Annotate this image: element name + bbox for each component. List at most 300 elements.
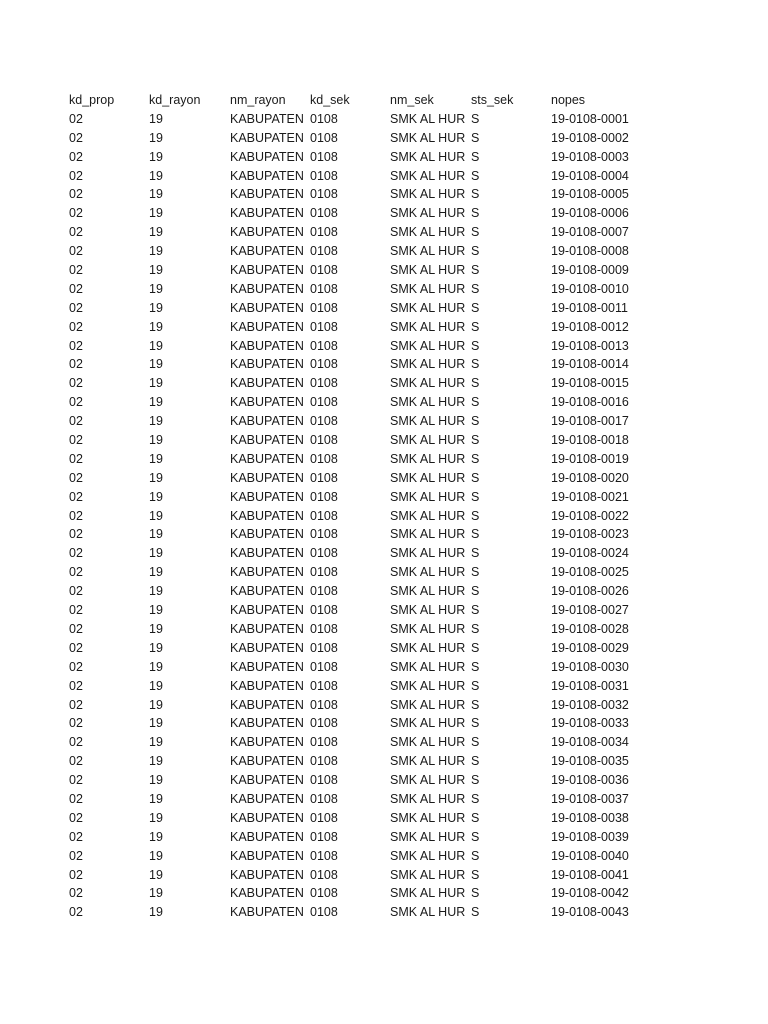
cell-nopes: 19-0108-0016 [551,395,629,410]
cell-kd-sek: 0108 [310,319,338,334]
cell-kd-rayon: 19 [149,111,163,126]
cell-nm-rayon: KABUPATEN [230,603,304,618]
cell-nm-rayon: KABUPATEN [230,754,304,769]
cell-sts-sek: S [471,716,480,731]
cell-nopes: 19-0108-0042 [551,886,629,901]
cell-kd-rayon: 19 [149,527,163,542]
cell-kd-rayon: 19 [149,319,163,334]
cell-nm-rayon: KABUPATEN [230,527,304,542]
table-row [69,903,661,922]
table-row [69,129,661,148]
cell-nopes: 19-0108-0019 [551,451,629,466]
cell-nm-sek: SMK AL HUR [390,773,466,788]
cell-kd-rayon: 19 [149,791,163,806]
cell-nm-rayon: KABUPATEN [230,300,304,315]
cell-kd-rayon: 19 [149,735,163,750]
cell-kd-sek: 0108 [310,735,338,750]
cell-kd-sek: 0108 [310,546,338,561]
cell-nm-sek: SMK AL HUR [390,546,466,561]
cell-kd-prop: 02 [69,433,83,448]
cell-nm-rayon: KABUPATEN [230,905,304,920]
cell-nm-rayon: KABUPATEN [230,470,304,485]
cell-nopes: 19-0108-0040 [551,848,629,863]
cell-nopes: 19-0108-0020 [551,470,629,485]
cell-kd-sek: 0108 [310,281,338,296]
cell-nopes: 19-0108-0033 [551,716,629,731]
cell-kd-rayon: 19 [149,451,163,466]
cell-nopes: 19-0108-0043 [551,905,629,920]
cell-sts-sek: S [471,603,480,618]
cell-sts-sek: S [471,470,480,485]
cell-nm-rayon: KABUPATEN [230,886,304,901]
cell-kd-sek: 0108 [310,225,338,240]
cell-nm-sek: SMK AL HUR [390,451,466,466]
table-row [69,752,661,771]
cell-kd-rayon: 19 [149,357,163,372]
cell-nopes: 19-0108-0037 [551,791,629,806]
cell-kd-prop: 02 [69,395,83,410]
cell-nopes: 19-0108-0013 [551,338,629,353]
cell-nm-sek: SMK AL HUR [390,678,466,693]
cell-kd-rayon: 19 [149,810,163,825]
cell-kd-rayon: 19 [149,130,163,145]
cell-kd-rayon: 19 [149,206,163,221]
cell-nm-sek: SMK AL HUR [390,149,466,164]
cell-kd-prop: 02 [69,470,83,485]
cell-kd-prop: 02 [69,527,83,542]
cell-sts-sek: S [471,905,480,920]
cell-kd-prop: 02 [69,508,83,523]
cell-kd-rayon: 19 [149,376,163,391]
cell-kd-rayon: 19 [149,678,163,693]
cell-kd-rayon: 19 [149,414,163,429]
cell-nm-rayon: KABUPATEN [230,111,304,126]
cell-nm-rayon: KABUPATEN [230,565,304,580]
cell-nm-sek: SMK AL HUR [390,263,466,278]
cell-nm-rayon: KABUPATEN [230,130,304,145]
cell-nopes: 19-0108-0023 [551,527,629,542]
cell-kd-sek: 0108 [310,149,338,164]
table-row [69,809,661,828]
table-header-row [69,91,661,110]
cell-nm-sek: SMK AL HUR [390,659,466,674]
table-row [69,412,661,431]
cell-kd-prop: 02 [69,489,83,504]
cell-nm-rayon: KABUPATEN [230,414,304,429]
cell-sts-sek: S [471,357,480,372]
cell-nm-sek: SMK AL HUR [390,395,466,410]
table-row [69,374,661,393]
cell-kd-prop: 02 [69,319,83,334]
cell-nm-sek: SMK AL HUR [390,584,466,599]
cell-kd-sek: 0108 [310,433,338,448]
cell-nm-rayon: KABUPATEN [230,187,304,202]
cell-nm-sek: SMK AL HUR [390,111,466,126]
cell-kd-sek: 0108 [310,716,338,731]
cell-kd-sek: 0108 [310,111,338,126]
cell-kd-rayon: 19 [149,395,163,410]
cell-sts-sek: S [471,791,480,806]
cell-nopes: 19-0108-0008 [551,244,629,259]
cell-kd-rayon: 19 [149,281,163,296]
cell-sts-sek: S [471,111,480,126]
cell-kd-sek: 0108 [310,395,338,410]
cell-sts-sek: S [471,130,480,145]
cell-kd-rayon: 19 [149,489,163,504]
cell-kd-sek: 0108 [310,829,338,844]
cell-kd-rayon: 19 [149,338,163,353]
cell-kd-prop: 02 [69,357,83,372]
cell-kd-prop: 02 [69,111,83,126]
cell-sts-sek: S [471,433,480,448]
cell-nopes: 19-0108-0036 [551,773,629,788]
cell-nopes: 19-0108-0005 [551,187,629,202]
cell-kd-prop: 02 [69,281,83,296]
cell-kd-prop: 02 [69,640,83,655]
cell-kd-sek: 0108 [310,754,338,769]
cell-nm-sek: SMK AL HUR [390,886,466,901]
cell-nm-sek: SMK AL HUR [390,810,466,825]
cell-nm-sek: SMK AL HUR [390,565,466,580]
cell-kd-rayon: 19 [149,263,163,278]
cell-nm-rayon: KABUPATEN [230,338,304,353]
cell-nm-sek: SMK AL HUR [390,867,466,882]
cell-kd-sek: 0108 [310,470,338,485]
cell-nm-sek: SMK AL HUR [390,225,466,240]
cell-nm-sek: SMK AL HUR [390,376,466,391]
cell-nopes: 19-0108-0035 [551,754,629,769]
cell-nm-rayon: KABUPATEN [230,621,304,636]
cell-nm-sek: SMK AL HUR [390,697,466,712]
cell-sts-sek: S [471,867,480,882]
cell-kd-rayon: 19 [149,584,163,599]
cell-kd-rayon: 19 [149,225,163,240]
cell-sts-sek: S [471,263,480,278]
cell-kd-sek: 0108 [310,300,338,315]
cell-kd-prop: 02 [69,659,83,674]
cell-sts-sek: S [471,678,480,693]
cell-nopes: 19-0108-0031 [551,678,629,693]
cell-kd-prop: 02 [69,867,83,882]
cell-kd-sek: 0108 [310,678,338,693]
cell-nm-rayon: KABUPATEN [230,735,304,750]
cell-kd-sek: 0108 [310,508,338,523]
cell-kd-prop: 02 [69,206,83,221]
table-row [69,299,661,318]
table-row [69,488,661,507]
table-row [69,828,661,847]
cell-nopes: 19-0108-0007 [551,225,629,240]
table-row [69,431,661,450]
cell-nopes: 19-0108-0017 [551,414,629,429]
cell-kd-sek: 0108 [310,640,338,655]
table-row [69,110,661,129]
table-row [69,696,661,715]
cell-sts-sek: S [471,376,480,391]
cell-kd-sek: 0108 [310,886,338,901]
cell-nm-sek: SMK AL HUR [390,244,466,259]
cell-kd-rayon: 19 [149,244,163,259]
cell-nm-rayon: KABUPATEN [230,149,304,164]
cell-kd-sek: 0108 [310,867,338,882]
cell-kd-prop: 02 [69,716,83,731]
column-header-nopes: nopes [551,93,586,107]
cell-kd-prop: 02 [69,376,83,391]
cell-nm-sek: SMK AL HUR [390,735,466,750]
cell-nopes: 19-0108-0034 [551,735,629,750]
cell-kd-rayon: 19 [149,848,163,863]
cell-kd-prop: 02 [69,338,83,353]
cell-nm-sek: SMK AL HUR [390,489,466,504]
table-row [69,318,661,337]
column-header-nm-rayon: nm_rayon [230,93,286,107]
cell-nopes: 19-0108-0032 [551,697,629,712]
cell-nm-rayon: KABUPATEN [230,867,304,882]
table-row [69,866,661,885]
table-row [69,223,661,242]
cell-nm-rayon: KABUPATEN [230,376,304,391]
cell-kd-sek: 0108 [310,905,338,920]
cell-nm-sek: SMK AL HUR [390,754,466,769]
cell-sts-sek: S [471,886,480,901]
cell-sts-sek: S [471,206,480,221]
cell-kd-sek: 0108 [310,168,338,183]
cell-sts-sek: S [471,810,480,825]
table-row [69,242,661,261]
cell-nopes: 19-0108-0018 [551,433,629,448]
cell-nm-rayon: KABUPATEN [230,357,304,372]
cell-nm-rayon: KABUPATEN [230,640,304,655]
cell-nm-rayon: KABUPATEN [230,433,304,448]
table-row [69,544,661,563]
cell-kd-rayon: 19 [149,773,163,788]
table-row [69,204,661,223]
cell-kd-prop: 02 [69,905,83,920]
cell-kd-prop: 02 [69,130,83,145]
table-row [69,167,661,186]
cell-kd-sek: 0108 [310,130,338,145]
table-row [69,393,661,412]
cell-nm-sek: SMK AL HUR [390,433,466,448]
cell-kd-prop: 02 [69,565,83,580]
cell-nopes: 19-0108-0009 [551,263,629,278]
cell-sts-sek: S [471,300,480,315]
table-row [69,884,661,903]
cell-nopes: 19-0108-0012 [551,319,629,334]
cell-nm-sek: SMK AL HUR [390,829,466,844]
cell-nm-rayon: KABUPATEN [230,697,304,712]
cell-kd-rayon: 19 [149,168,163,183]
cell-kd-prop: 02 [69,300,83,315]
cell-nm-rayon: KABUPATEN [230,281,304,296]
cell-nopes: 19-0108-0004 [551,168,629,183]
cell-kd-sek: 0108 [310,187,338,202]
cell-nm-sek: SMK AL HUR [390,716,466,731]
cell-sts-sek: S [471,244,480,259]
cell-nopes: 19-0108-0011 [551,300,628,315]
cell-nopes: 19-0108-0022 [551,508,629,523]
cell-nm-rayon: KABUPATEN [230,584,304,599]
cell-sts-sek: S [471,168,480,183]
cell-sts-sek: S [471,451,480,466]
cell-kd-rayon: 19 [149,697,163,712]
cell-nm-rayon: KABUPATEN [230,716,304,731]
table-row [69,507,661,526]
cell-kd-prop: 02 [69,168,83,183]
column-header-kd-prop: kd_prop [69,93,115,107]
cell-kd-prop: 02 [69,263,83,278]
cell-kd-prop: 02 [69,621,83,636]
cell-kd-rayon: 19 [149,867,163,882]
cell-nm-sek: SMK AL HUR [390,791,466,806]
cell-nm-rayon: KABUPATEN [230,829,304,844]
cell-nopes: 19-0108-0002 [551,130,629,145]
cell-nm-rayon: KABUPATEN [230,206,304,221]
cell-kd-prop: 02 [69,697,83,712]
cell-nopes: 19-0108-0028 [551,621,629,636]
cell-nm-rayon: KABUPATEN [230,508,304,523]
cell-kd-rayon: 19 [149,565,163,580]
cell-kd-prop: 02 [69,829,83,844]
cell-kd-prop: 02 [69,848,83,863]
cell-nm-sek: SMK AL HUR [390,508,466,523]
cell-nopes: 19-0108-0006 [551,206,629,221]
cell-sts-sek: S [471,697,480,712]
table-row [69,563,661,582]
cell-kd-prop: 02 [69,187,83,202]
cell-kd-sek: 0108 [310,848,338,863]
cell-kd-rayon: 19 [149,546,163,561]
cell-nopes: 19-0108-0027 [551,603,629,618]
cell-nm-rayon: KABUPATEN [230,848,304,863]
cell-sts-sek: S [471,659,480,674]
cell-sts-sek: S [471,414,480,429]
cell-sts-sek: S [471,319,480,334]
table-row [69,639,661,658]
cell-kd-sek: 0108 [310,263,338,278]
table-row [69,261,661,280]
cell-nopes: 19-0108-0001 [551,111,629,126]
cell-sts-sek: S [471,338,480,353]
cell-nm-sek: SMK AL HUR [390,168,466,183]
cell-kd-sek: 0108 [310,565,338,580]
cell-sts-sek: S [471,527,480,542]
cell-kd-prop: 02 [69,244,83,259]
table-row [69,469,661,488]
cell-nm-rayon: KABUPATEN [230,678,304,693]
cell-nm-rayon: KABUPATEN [230,244,304,259]
cell-sts-sek: S [471,773,480,788]
cell-kd-rayon: 19 [149,300,163,315]
cell-kd-sek: 0108 [310,697,338,712]
table-row [69,714,661,733]
cell-sts-sek: S [471,508,480,523]
cell-kd-sek: 0108 [310,621,338,636]
cell-sts-sek: S [471,829,480,844]
table-row [69,771,661,790]
data-table [69,91,661,922]
cell-kd-sek: 0108 [310,810,338,825]
table-body [69,110,661,922]
cell-kd-sek: 0108 [310,414,338,429]
cell-nm-sek: SMK AL HUR [390,319,466,334]
column-header-nm-sek: nm_sek [390,93,434,107]
cell-kd-sek: 0108 [310,773,338,788]
table-row [69,355,661,374]
cell-nm-rayon: KABUPATEN [230,168,304,183]
cell-kd-sek: 0108 [310,376,338,391]
cell-sts-sek: S [471,281,480,296]
cell-kd-rayon: 19 [149,905,163,920]
cell-kd-rayon: 19 [149,508,163,523]
cell-kd-prop: 02 [69,546,83,561]
cell-kd-rayon: 19 [149,716,163,731]
cell-sts-sek: S [471,640,480,655]
cell-kd-rayon: 19 [149,187,163,202]
cell-sts-sek: S [471,187,480,202]
cell-nopes: 19-0108-0010 [551,281,629,296]
column-header-kd-sek: kd_sek [310,93,350,107]
table-row [69,280,661,299]
cell-nopes: 19-0108-0003 [551,149,629,164]
cell-kd-prop: 02 [69,678,83,693]
cell-nm-sek: SMK AL HUR [390,281,466,296]
cell-kd-prop: 02 [69,735,83,750]
cell-nm-rayon: KABUPATEN [230,791,304,806]
table-row [69,185,661,204]
cell-nm-sek: SMK AL HUR [390,300,466,315]
cell-kd-prop: 02 [69,773,83,788]
cell-kd-rayon: 19 [149,886,163,901]
cell-sts-sek: S [471,621,480,636]
cell-nm-sek: SMK AL HUR [390,470,466,485]
cell-nm-sek: SMK AL HUR [390,905,466,920]
cell-nm-rayon: KABUPATEN [230,659,304,674]
cell-kd-prop: 02 [69,149,83,164]
cell-kd-prop: 02 [69,225,83,240]
table-row [69,620,661,639]
cell-nm-rayon: KABUPATEN [230,319,304,334]
cell-kd-sek: 0108 [310,791,338,806]
cell-kd-sek: 0108 [310,527,338,542]
cell-sts-sek: S [471,149,480,164]
cell-nm-sek: SMK AL HUR [390,603,466,618]
table-row [69,337,661,356]
cell-kd-prop: 02 [69,584,83,599]
cell-nm-rayon: KABUPATEN [230,810,304,825]
table-row [69,525,661,544]
cell-kd-prop: 02 [69,791,83,806]
cell-nm-rayon: KABUPATEN [230,225,304,240]
cell-kd-rayon: 19 [149,640,163,655]
cell-sts-sek: S [471,546,480,561]
cell-kd-rayon: 19 [149,433,163,448]
cell-nm-rayon: KABUPATEN [230,773,304,788]
cell-kd-sek: 0108 [310,451,338,466]
cell-kd-rayon: 19 [149,754,163,769]
cell-kd-prop: 02 [69,414,83,429]
table-row [69,658,661,677]
cell-sts-sek: S [471,754,480,769]
table-row [69,733,661,752]
column-header-sts-sek: sts_sek [471,93,514,107]
cell-nm-rayon: KABUPATEN [230,546,304,561]
cell-nm-sek: SMK AL HUR [390,338,466,353]
cell-sts-sek: S [471,584,480,599]
cell-nm-sek: SMK AL HUR [390,527,466,542]
cell-nm-rayon: KABUPATEN [230,395,304,410]
cell-sts-sek: S [471,395,480,410]
